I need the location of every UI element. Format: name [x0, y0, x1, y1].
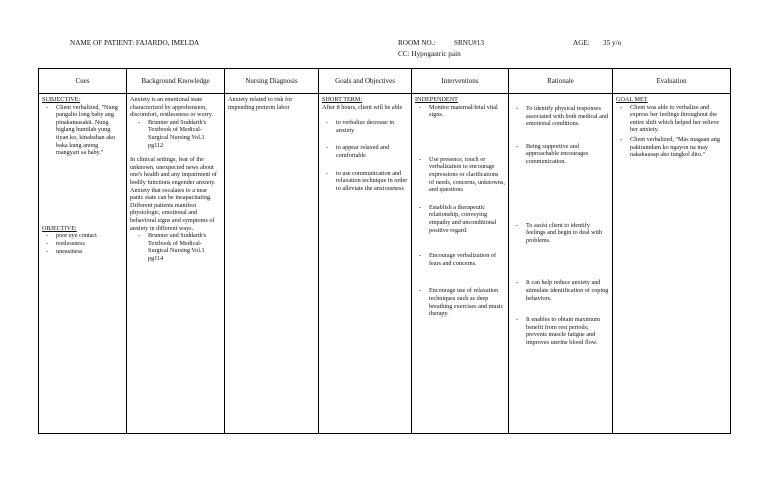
objective-label: OBJECTIVE:: [42, 224, 77, 232]
care-plan-row: [39, 94, 731, 434]
column-header-nursing-diagnosis: Nursing Diagnosis: [225, 69, 319, 94]
citation: - Brunner and Suddarth's Textbook of Medical- Surgical Nursing Vol.1 pg112: [136, 119, 221, 149]
room-label: ROOM NO.:: [398, 39, 436, 47]
cues-cell: [39, 94, 127, 434]
age-label: AGE:: [573, 39, 590, 47]
goal-item: - to appear relaxed and comfortable: [322, 144, 408, 159]
intervention-item: - Monitor maternal/fetal vital signs.: [415, 104, 505, 119]
column-header-cues: Cues: [39, 69, 127, 94]
column-header-goals-objectives: Goals and Objectives: [319, 69, 412, 94]
nursing-diagnosis-cell: [225, 94, 319, 434]
rationale-item: - It can help reduce anxiety and stimulate identification of coping behaviors.: [512, 279, 609, 302]
goals-list: [322, 119, 408, 192]
objective-list: [42, 232, 123, 255]
spacer: [42, 157, 123, 225]
independent-label: INDEPENDENT: [415, 96, 458, 103]
rationale-cell: [509, 94, 613, 434]
column-header-interventions: Interventions: [412, 69, 509, 94]
age-value: 35 y/o: [603, 39, 622, 47]
intervention-item: - Use presence, touch or verbalization to encourage expressions or clarifications of needs, concerns, unknowns, and questions: [415, 156, 505, 194]
diagnosis-text: Anxiety related to risk for impending preterm labor: [228, 96, 293, 111]
citation: - Brunner and Suddarth's Textbook of Medical- Surgical Nursing Vol.1 pg114: [136, 232, 221, 262]
nursing-care-plan-table: [38, 68, 731, 434]
goal-item: - to verbalize decrease in anxiety: [322, 119, 408, 134]
background-paragraph: In clinical settings, fear of the unknown, unexpected news about one's health and any impairment of bodily functions engender anxiety. Anxiety that escalates to a near panic state can be incapacitating. Different patients manifest physiologic, emotional and behavioral signs and symptoms of anxiety in different ways.: [130, 156, 217, 232]
rationale-list: [512, 105, 609, 347]
goals-cell: [319, 94, 412, 434]
evaluation-cell: [613, 94, 731, 434]
short-term-label: SHORT TERM:: [322, 96, 363, 103]
rationale-item: - To identify physical responses associated with both medical and emotional conditions.: [512, 105, 609, 128]
interventions-cell: [412, 94, 509, 434]
subjective-quote: - Client verbalized, "Nung pangalto long baby ang pinakamasakit. Nung biglang humilab yung tiyan ko, kinabahan ako baka kung anong mangyari sa baby.": [42, 104, 123, 157]
goal-item: - to use communication and relaxation technique in order to alleviate the anxiousness: [322, 170, 408, 193]
objective-item: - uneasiness: [42, 248, 123, 256]
column-header-evaluation: Evaluation: [613, 69, 731, 94]
background-paragraph: Anxiety is an emotional state characterized by apprehension, discomfort, restlessness or worry.: [130, 96, 213, 119]
evaluation-list: [616, 104, 727, 159]
evaluation-item: - Client verbalized, "Mas magaan ang pakiramdam ko ngayon na may nakakausap ako tungkol dito.": [616, 136, 727, 159]
spacer: [130, 149, 221, 156]
intervention-item: - Encourage verbalization of fears and concerns.: [415, 252, 505, 267]
objective-item: - restlessness: [42, 240, 123, 248]
intervention-item: - Establish a therapeutic relationship, conveying empathy and unconditional positive regard.: [415, 204, 505, 234]
evaluation-item: - Client was able to verbalize and express her feelings throughout the entire shift which helped her relieve her anxiety.: [616, 104, 727, 134]
subjective-label: SUBJECTIVE:: [42, 96, 81, 103]
goals-intro: After 8 hours, client will be able: [322, 103, 403, 111]
rationale-item: - Being supportive and approachable encourages communication.: [512, 143, 609, 166]
objective-item: - poor eye contact: [42, 232, 123, 240]
background-knowledge-cell: [127, 94, 225, 434]
subjective-list: [42, 104, 123, 157]
column-header-background-knowledge: Background Knowledge: [127, 69, 225, 94]
citation-list: [136, 232, 221, 262]
chief-complaint: CC: Hypogastric pain: [398, 50, 461, 58]
citation-list: [136, 119, 221, 149]
patient-name: NAME OF PATIENT: FAJARDO, IMELDA: [70, 39, 200, 47]
interventions-list: [415, 104, 505, 318]
goal-met-label: GOAL MET: [616, 96, 648, 103]
column-header-rationale: Rationale: [509, 69, 613, 94]
rationale-item: - It enables to obtain maximum benefit from rest periods; prevents muscle fatigue and improves uterine blood flow.: [512, 316, 609, 346]
intervention-item: - Encourage use of relaxation techniques such as deep breathing exercises and music therapy.: [415, 287, 505, 317]
header-row: [39, 69, 731, 94]
rationale-item: - To assist client to identify feelings and begin to deal with problems.: [512, 222, 609, 245]
room-number: SRNU#13: [454, 39, 484, 47]
